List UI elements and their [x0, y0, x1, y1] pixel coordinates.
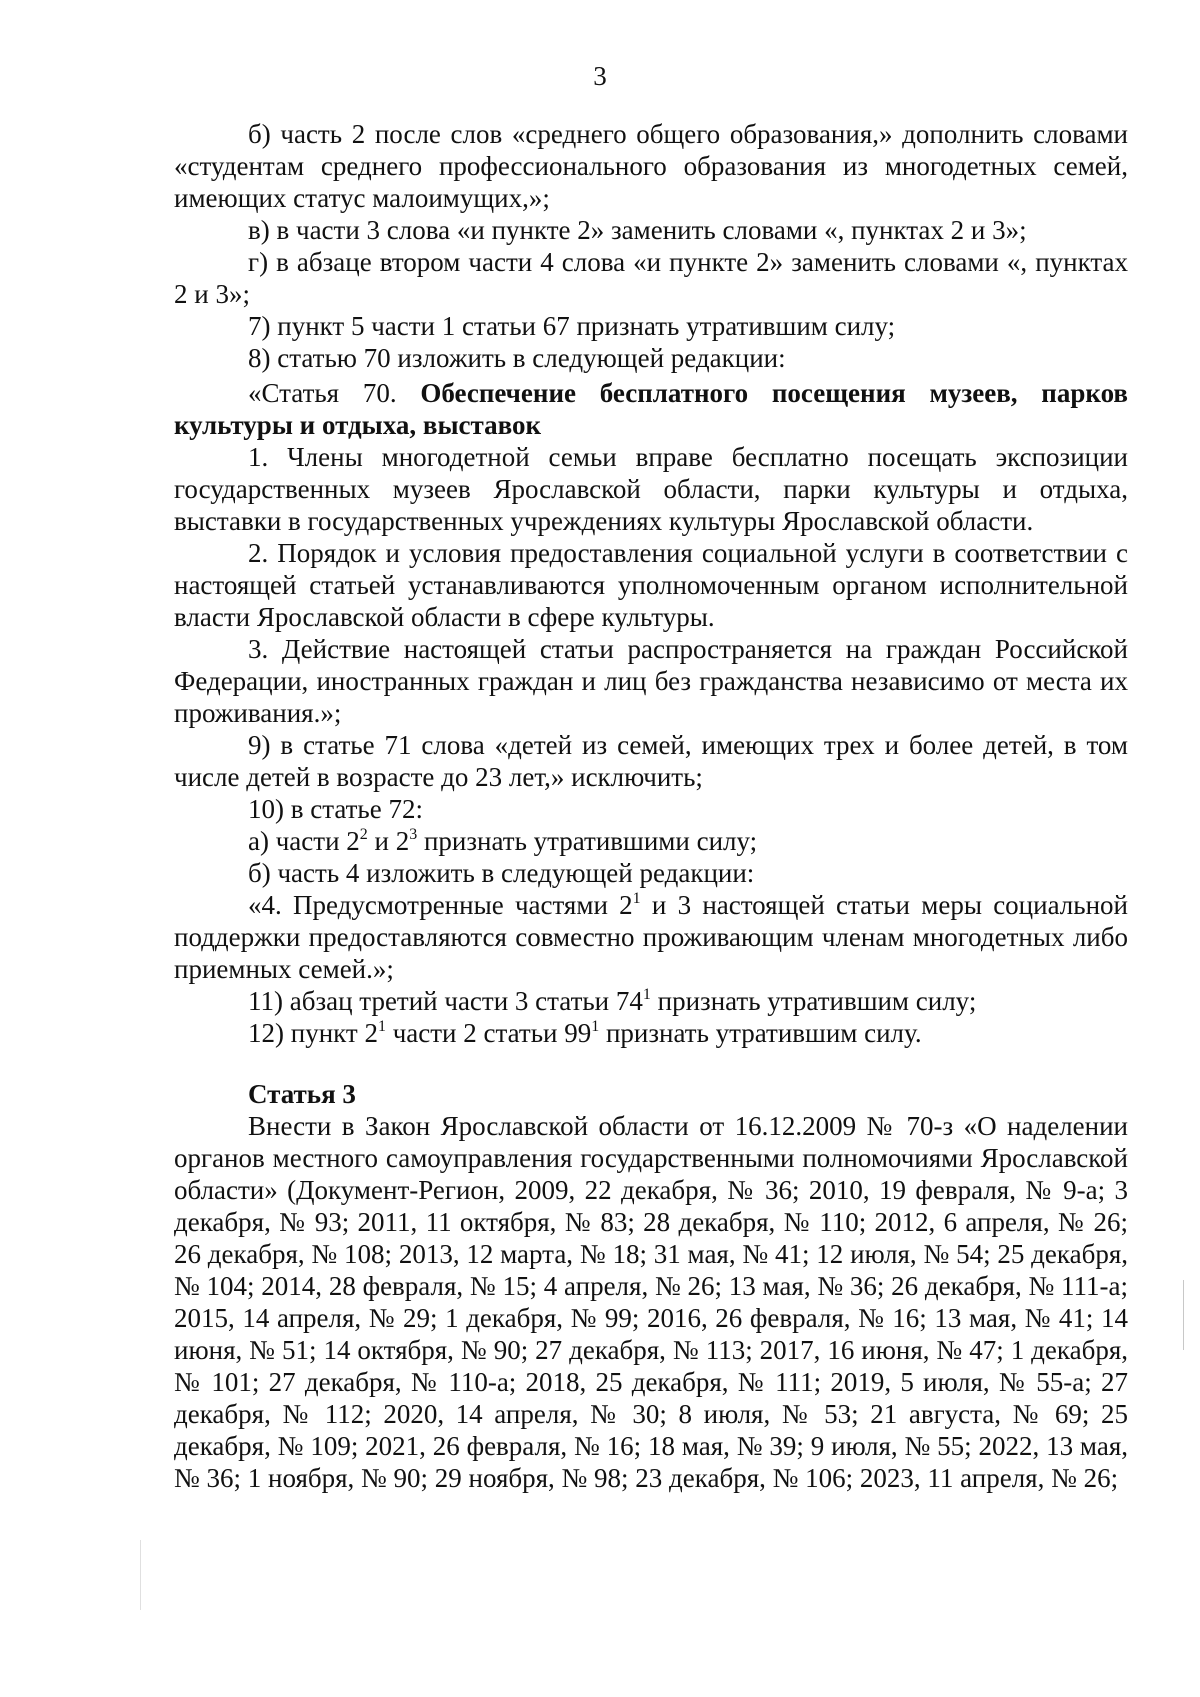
text-run: а) части 2 — [248, 826, 360, 856]
paragraph-item-b: б) часть 2 после слов «среднего общего образования,» дополнить словами «студентам среднего профессионального образования из многодетных семей, имеющих статус малоимущих,»; — [174, 119, 1128, 213]
paragraph-item-a — [174, 825, 1128, 857]
article-70-part-2: 2. Порядок и условия предоставления социальной услуги в соответствии с настоящей статьей устанавливаются уполномоченным органом исполнительной власти Ярославской области в сфере культуры. — [174, 538, 1128, 632]
article-70-part-3: 3. Действие настоящей статьи распространяется на граждан Российской Федерации, иностранных граждан и лиц без гражданства независимо от места их проживания.»; — [174, 634, 1128, 728]
scan-edge-mark — [140, 1540, 141, 1610]
article-3-text: Внести в Закон Ярославской области от 16.12.2009 № 70-з «О наделении органов местного самоуправления государственными полномочиями Ярославской области» (Документ-Регион, 2009, 22 декабря, № 36; 2010, 19 февраля, № 9-а; 3 декабря, № 93; 2011, 11 октября, № 83; 28 декабря, № 110; 2012, 6 апреля, № 26; 26 декабря, № 108; 2013, 12 марта, № 18; 31 мая, № 41; 12 июля, № 54; 25 декабря, № 104; 2014, 28 февраля, № 15; 4 апреля, № 26; 13 мая, № 36; 26 декабря, № 111-а; 2015, 14 апреля, № 29; 1 декабря, № 99; 2016, 26 февраля, № 16; 13 мая, № 41; 14 июня, № 51; 14 октября, № 90; 27 декабря, № 113; 2017, 16 июня, № 47; 1 декабря, № 101; 27 декабря, № 110-а; 2018, 25 декабря, № 111; 2019, 5 июля, № 55-а; 27 декабря, № 112; 2020, 14 апреля, № 30; 8 июля, № 53; 21 августа, № 69; 25 декабря, № 109; 2021, 26 февраля, № 16; 18 мая, № 39; 9 июля, № 55; 2022, 13 мая, № 36; 1 ноября, № 90; 29 ноября, № 98; 23 декабря, № 106; 2023, 11 апреля, № 26; — [174, 1111, 1128, 1493]
article-70-title: Обеспечение бесплатного посещения музеев, парков культуры и отдыха, выставок — [174, 378, 1128, 440]
superscript: 1 — [591, 1018, 600, 1035]
article-70-part-1: 1. Члены многодетной семьи вправе бесплатно посещать экспозиции государственных музеев Ярославской области, парки культуры и отдыха, выставки в государственных учреждениях культуры Ярославской области. — [174, 442, 1128, 536]
superscript: 1 — [642, 986, 651, 1003]
text-run: части 2 статьи 99 — [385, 1018, 592, 1048]
paragraph-quote-part-4 — [174, 889, 1128, 985]
superscript: 1 — [632, 890, 641, 907]
superscript: 1 — [377, 1018, 386, 1035]
text-run: и 3 настоящей статьи меры социальной поддержки предоставляются совместно проживающим членам многодетных либо приемных семей.»; — [174, 890, 1128, 984]
superscript: 2 — [359, 826, 368, 843]
paragraph-item-g: г) в абзаце втором части 4 слова «и пункте 2» заменить словами «, пунктах 2 и 3»; — [174, 247, 1128, 309]
text-run: признать утратившими силу; — [417, 826, 758, 856]
paragraph-item-b2: б) часть 4 изложить в следующей редакции: — [248, 858, 755, 888]
text-run: 11) абзац третий части 3 статьи 74 — [248, 986, 643, 1016]
document-body — [174, 118, 1128, 1494]
text-run: признать утратившим силу; — [650, 986, 977, 1016]
paragraph-item-7: 7) пункт 5 части 1 статьи 67 признать утратившим силу; — [248, 311, 896, 341]
article-70-heading — [174, 377, 1128, 441]
text-run: признать утратившим силу. — [599, 1018, 922, 1048]
article-70-prefix: «Статья 70. — [248, 378, 421, 408]
paragraph-item-12 — [174, 1017, 1128, 1049]
scan-edge-mark — [1183, 1280, 1184, 1350]
paragraph-item-11 — [174, 985, 1128, 1017]
superscript: 3 — [409, 826, 418, 843]
article-3-heading: Статья 3 — [248, 1079, 356, 1109]
text-run: и 2 — [367, 826, 410, 856]
page-number: 3 — [593, 61, 607, 91]
text-run: «4. Предусмотренные частями 2 — [248, 890, 633, 920]
text-run: 12) пункт 2 — [248, 1018, 378, 1048]
paragraph-item-8: 8) статью 70 изложить в следующей редакции: — [248, 343, 786, 373]
paragraph-item-9: 9) в статье 71 слова «детей из семей, имеющих трех и более детей, в том числе детей в возрасте до 23 лет,» исключить; — [174, 730, 1128, 792]
paragraph-item-10: 10) в статье 72: — [248, 794, 423, 824]
paragraph-item-v: в) в части 3 слова «и пункте 2» заменить словами «, пунктах 2 и 3»; — [248, 215, 1027, 245]
